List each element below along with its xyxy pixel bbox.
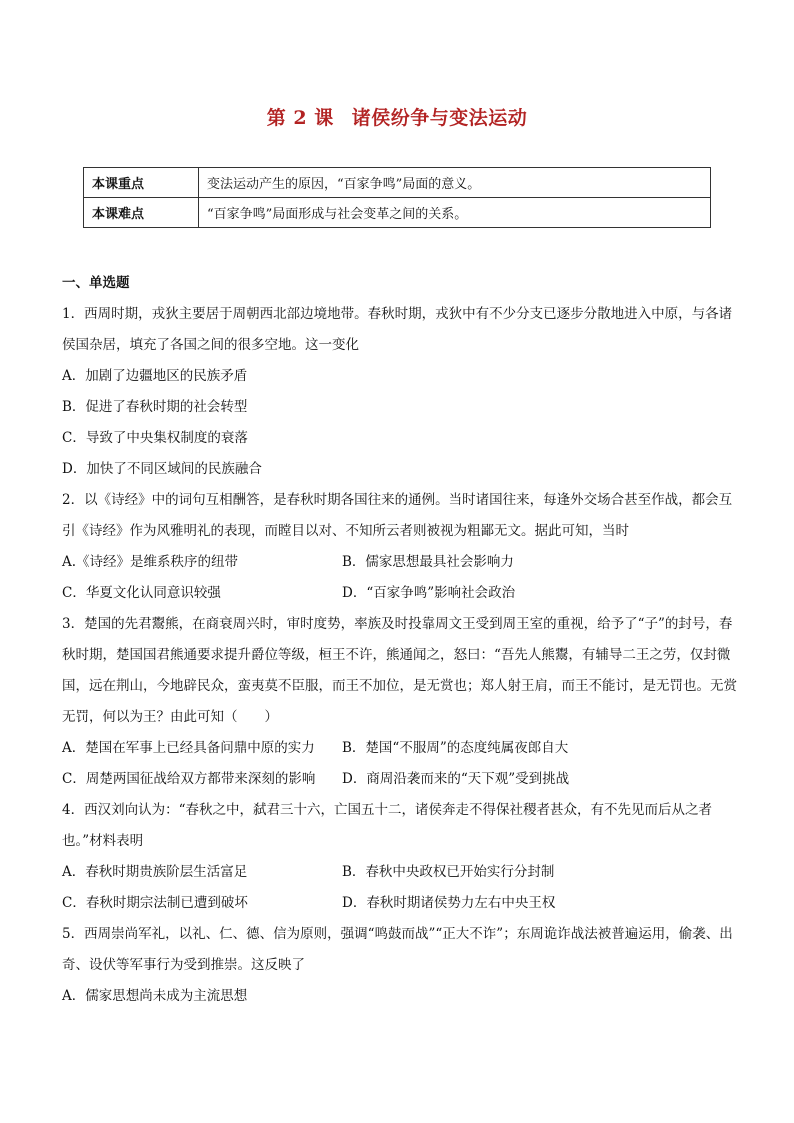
option-2a[interactable]: A.《诗经》是维系秩序的纽带 xyxy=(62,554,239,570)
lesson-number: 第 2 课 xyxy=(266,107,334,129)
table-row xyxy=(84,168,711,198)
option-3d[interactable]: D．商周沿袭而来的“天下观”受到挑战 xyxy=(342,771,570,787)
difficulty-label: 本课难点 xyxy=(84,198,199,228)
question-stem-2: 2．以《诗经》中的词句互相酬答，是春秋时期各国往来的通例。当时诸国往来，每逢外交场合甚至作战，都会互引《诗经》作为风雅明礼的表现，而瞠目以对、不知所云者则被视为粗鄙无文。据此可知，当时 xyxy=(62,492,733,539)
section-heading: 一、单选题 xyxy=(62,275,130,291)
question-stem-3: 3．楚国的先君鬻熊，在商衰周兴时，审时度势，率族及时投靠周文王受到周王室的重视，给予了“子”的封号，春秋时期，楚国国君熊通要求提升爵位等级，桓王不许，熊通闻之，怒曰：“吾先人熊鬻，有辅导二王之劳，仅封微国，远在荆山，今地辟民众，蛮夷莫不臣服，而王不加位，是无赏也；郑人射王肩，而王不能讨，是无罚也。无赏无罚，何以为王？由此可知（ ） xyxy=(62,616,737,725)
keypoint-label: 本课重点 xyxy=(84,168,199,198)
option-4d[interactable]: D．春秋时期诸侯势力左右中央王权 xyxy=(342,895,556,911)
option-1b[interactable]: B．促进了春秋时期的社会转型 xyxy=(62,399,248,415)
question-stem-1: 1．西周时期，戎狄主要居于周朝西北部边境地带。春秋时期，戎狄中有不少分支已逐步分散地进入中原，与各诸侯国杂居，填充了各国之间的很多空地。这一变化 xyxy=(62,306,733,353)
option-row xyxy=(62,857,738,888)
table-row xyxy=(84,198,711,228)
option-row xyxy=(62,888,738,919)
page-title xyxy=(0,103,794,130)
keypoint-value: 变法运动产生的原因，“百家争鸣”局面的意义。 xyxy=(199,168,711,198)
keypoints-table xyxy=(83,167,711,228)
option-2b[interactable]: B．儒家思想最具社会影响力 xyxy=(342,554,514,570)
option-1a[interactable]: A．加剧了边疆地区的民族矛盾 xyxy=(62,368,248,384)
question-stem-4: 4．西汉刘向认为：“春秋之中，弑君三十六，亡国五十二，诸侯奔走不得保社稷者甚众，有不先见而后从之者也。”材料表明 xyxy=(62,802,712,849)
difficulty-value: “百家争鸣”局面形成与社会变革之间的关系。 xyxy=(199,198,711,228)
option-4c[interactable]: C．春秋时期宗法制已遭到破坏 xyxy=(62,895,248,911)
option-2d[interactable]: D．“百家争鸣”影响社会政治 xyxy=(342,585,516,601)
option-row xyxy=(62,764,738,795)
question-list xyxy=(62,268,738,1012)
option-row xyxy=(62,578,738,609)
option-row xyxy=(62,547,738,578)
option-3b[interactable]: B．楚国“不服周”的态度纯属夜郎自大 xyxy=(342,740,569,756)
option-row xyxy=(62,733,738,764)
option-1c[interactable]: C．导致了中央集权制度的衰落 xyxy=(62,430,248,446)
question-stem-5: 5．西周崇尚军礼，以礼、仁、德、信为原则，强调“鸣鼓而战”“正大不诈”；东周诡诈战法被普遍运用，偷袭、出奇、设伏等军事行为受到推崇。这反映了 xyxy=(62,926,733,973)
option-4a[interactable]: A．春秋时期贵族阶层生活富足 xyxy=(62,864,248,880)
option-5a[interactable]: A．儒家思想尚未成为主流思想 xyxy=(62,988,248,1004)
option-3a[interactable]: A．楚国在军事上已经具备问鼎中原的实力 xyxy=(62,740,315,756)
lesson-topic: 诸侯纷争与变法运动 xyxy=(351,107,528,129)
option-2c[interactable]: C．华夏文化认同意识较强 xyxy=(62,585,221,601)
option-4b[interactable]: B．春秋中央政权已开始实行分封制 xyxy=(342,864,555,880)
option-1d[interactable]: D．加快了不同区域间的民族融合 xyxy=(62,461,262,477)
option-3c[interactable]: C．周楚两国征战给双方都带来深刻的影响 xyxy=(62,771,316,787)
